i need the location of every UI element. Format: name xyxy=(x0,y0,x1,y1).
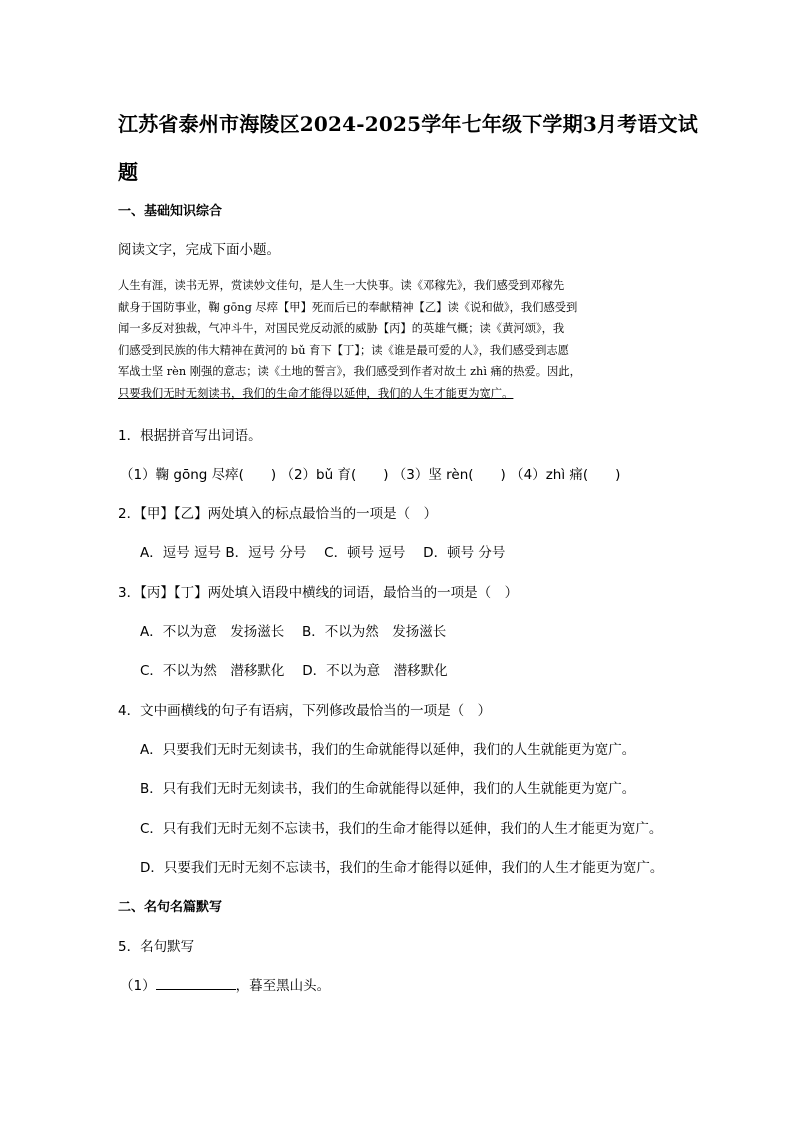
title-line-1: 江苏省泰州市海陵区2024-2025学年七年级下学期3月考语文试 xyxy=(118,112,698,136)
question-4-option-a: A．只要我们无时无刻读书，我们的生命就能得以延伸，我们的人生就能更为宽广。 xyxy=(140,742,636,758)
question-4-option-d: D．只要我们无时无刻不忘读书，我们的生命才能得以延伸，我们的人生才能更为宽广。 xyxy=(140,860,664,876)
passage-line: 们感受到民族的伟大精神在黄河的 bǔ 育下【丁】；读《谁是最可爱的人》，我们感受到志愿 xyxy=(118,343,569,357)
question-2: 2．【甲】【乙】两处填入的标点最恰当的一项是（ ） xyxy=(118,506,438,522)
item-number: （1） xyxy=(120,978,156,994)
title-line-2: 题 xyxy=(118,160,139,184)
question-3: 3．【丙】【丁】两处填入语段中横线的词语，最恰当的一项是（ ） xyxy=(118,585,519,601)
passage-line: 人生有涯，读书无界，赏读妙文佳句，是人生一大快事。读《邓稼先》，我们感受到邓稼先 xyxy=(118,279,565,292)
question-1-items: （1）鞠 gōng 尽瘁( ) （2）bǔ 育( ) （3）坚 rèn( ) （4）zhì 痛( ) xyxy=(120,467,621,483)
document-title xyxy=(118,100,698,196)
item-text: ，暮至黑山头。 xyxy=(235,978,331,994)
question-4: 4．文中画横线的句子有语病，下列修改最恰当的一项是（ ） xyxy=(118,703,492,719)
reading-instruction: 阅读文字，完成下面小题。 xyxy=(118,242,280,258)
question-2-options: A．逗号 逗号 B．逗号 分号 C．顿号 逗号 D．顿号 分号 xyxy=(140,545,506,561)
question-4-option-b: B．只有我们无时无刻读书，我们的生命就能得以延伸，我们的人生就能更为宽广。 xyxy=(140,781,636,797)
answer-blank[interactable] xyxy=(156,977,236,990)
passage-line: 献身于国防事业，鞠 gōng 尽瘁【甲】死而后已的奉献精神【乙】读《说和做》，我们感受到 xyxy=(118,300,578,314)
question-3-options-row-2: C．不以为然 潜移默化 D．不以为意 潜移默化 xyxy=(140,663,448,679)
reading-passage xyxy=(118,275,674,405)
passage-line: 闻一多反对独裁，气冲斗牛，对国民党反动派的威胁【丙】的英雄气概；读《黄河颂》，我 xyxy=(118,322,565,336)
question-5: 5．名句默写 xyxy=(118,939,195,955)
passage-underlined-sentence: 只要我们无时无刻读书，我们的生命才能得以延伸，我们的人生才能更为宽广。 xyxy=(118,386,514,400)
question-5-item-1 xyxy=(120,974,330,994)
question-1: 1．根据拼音写出词语。 xyxy=(118,428,262,444)
section-heading-recitation: 二、名句名篇默写 xyxy=(118,900,223,915)
section-heading-basic-knowledge: 一、基础知识综合 xyxy=(118,204,223,219)
passage-line: 军战士坚 rèn 刚强的意志；读《土地的誓言》，我们感受到作者对故土 zhì 痛的热爱。因此， xyxy=(118,365,581,379)
question-3-options-row-1: A．不以为意 发扬滋长 B．不以为然 发扬滋长 xyxy=(140,624,447,640)
question-4-option-c: C．只有我们无时无刻不忘读书，我们的生命才能得以延伸，我们的人生才能更为宽广。 xyxy=(140,821,663,837)
